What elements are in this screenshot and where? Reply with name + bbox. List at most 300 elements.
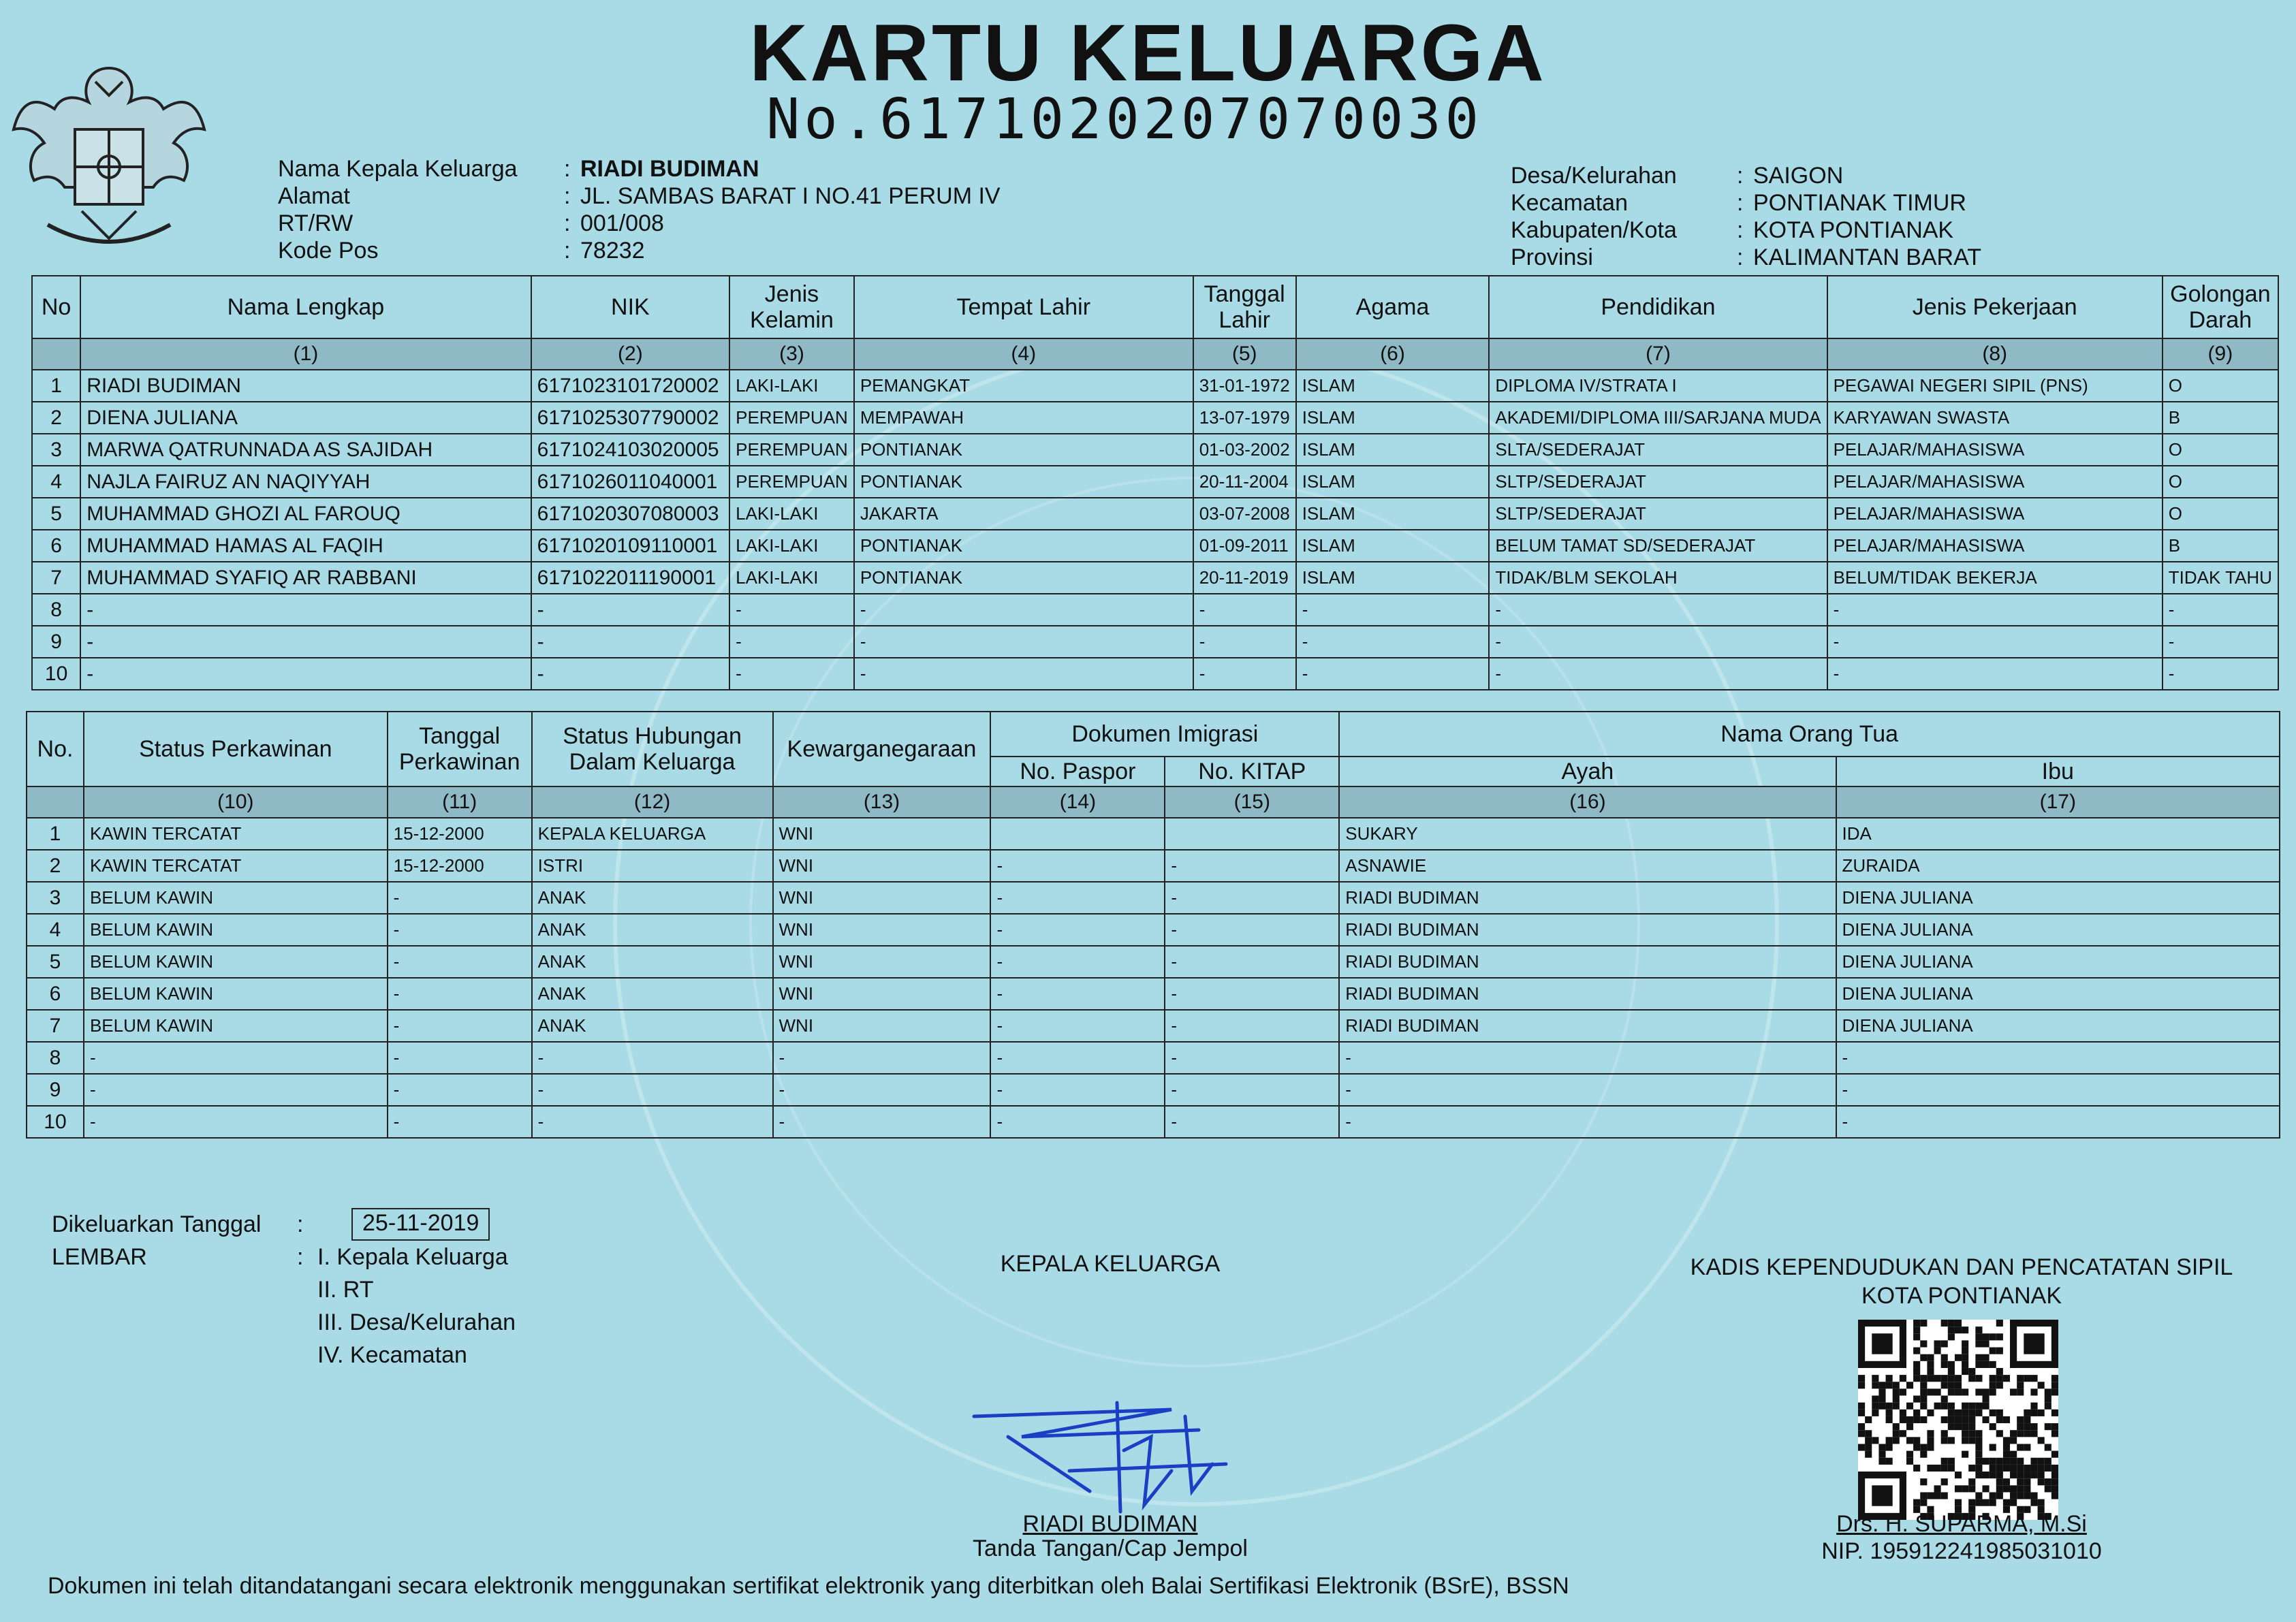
table-cell: PELAJAR/MAHASISWA [1827,434,2163,466]
info-label: Nama Kepala Keluarga [278,156,518,182]
col-header-kewarganegaraan: Kewarganegaraan [773,712,991,786]
info-value: SAIGON [1753,163,1844,189]
col-header-ayah: Ayah [1339,757,1836,786]
table-cell: - [1339,1042,1836,1074]
table-cell: - [729,594,854,626]
table-cell: - [1165,914,1339,946]
table-cell: 2 [32,402,80,434]
table-cell: WNI [773,978,991,1010]
table-cell: - [990,882,1165,914]
col-header-golongan-darah: Golongan Darah [2163,276,2278,338]
table-cell: - [531,626,729,658]
table-cell: - [1193,594,1296,626]
info-value: JL. SAMBAS BARAT I NO.41 PERUM IV [580,183,1001,209]
table-cell: MARWA QATRUNNADA AS SAJIDAH [80,434,531,466]
table-cell: IDA [1836,818,2280,850]
table-cell: ISLAM [1296,402,1490,434]
table-row [32,594,2278,626]
table-cell: RIADI BUDIMAN [1339,914,1836,946]
info-value: KALIMANTAN BARAT [1753,244,1982,270]
table-cell: - [1296,658,1490,690]
table-cell: - [1489,594,1827,626]
table-cell: KEPALA KELUARGA [532,818,773,850]
table-cell: 6171020109110001 [531,530,729,562]
info-label: Provinsi [1511,244,1593,270]
table-cell: RIADI BUDIMAN [1339,882,1836,914]
table-row [32,402,2278,434]
table-row [32,658,2278,690]
column-number: (14) [990,786,1165,818]
table-cell: ASNAWIE [1339,850,1836,882]
table-cell: - [1836,1042,2280,1074]
table-cell: 9 [27,1074,84,1106]
info-label: Kode Pos [278,238,379,264]
table-cell: B [2163,530,2278,562]
table-cell: - [990,1042,1165,1074]
column-number-row [32,338,2278,370]
table-cell: ANAK [532,978,773,1010]
info-label: Kecamatan [1511,190,1628,216]
table-cell: 7 [27,1010,84,1042]
table-cell: - [773,1074,991,1106]
table-cell: B [2163,402,2278,434]
table-cell: 31-01-1972 [1193,370,1296,402]
official-title-line: KADIS KEPENDUDUKAN DAN PENCATATAN SIPIL [1690,1254,2233,1280]
column-number [27,786,84,818]
table-cell: DIPLOMA IV/STRATA I [1489,370,1827,402]
table-cell: - [1836,1074,2280,1106]
table-cell: - [1489,658,1827,690]
column-number: (11) [388,786,532,818]
signature-caption: Tanda Tangan/Cap Jempol [973,1536,1248,1561]
table-cell: 01-09-2011 [1193,530,1296,562]
table-cell: - [1165,1074,1339,1106]
table-cell: - [1339,1106,1836,1138]
table-cell: - [80,658,531,690]
info-label: Alamat [278,183,350,209]
table-cell: PONTIANAK [854,562,1193,594]
table-cell: 15-12-2000 [388,850,532,882]
lembar-label: LEMBAR [52,1244,147,1270]
table-cell: SLTP/SEDERAJAT [1489,466,1827,498]
signature-image [967,1389,1253,1525]
table-cell: PEREMPUAN [729,466,854,498]
table-cell: LAKI-LAKI [729,562,854,594]
table-cell: - [84,1074,388,1106]
column-number: (1) [80,338,531,370]
table-cell: - [84,1042,388,1074]
table-cell: PELAJAR/MAHASISWA [1827,498,2163,530]
table-cell: ANAK [532,882,773,914]
table-row [27,1010,2280,1042]
table-cell: WNI [773,850,991,882]
table-cell: LAKI-LAKI [729,530,854,562]
column-number: (12) [532,786,773,818]
column-number [32,338,80,370]
document-title: KARTU KELUARGA [749,8,1547,98]
lembar-item: IV. Kecamatan [317,1342,467,1368]
table-cell: ZURAIDA [1836,850,2280,882]
table-cell: - [990,1010,1165,1042]
official-signatory [1703,1510,2220,1565]
col-header-tempat-lahir: Tempat Lahir [854,276,1193,338]
info-row-rtrw: RT/RW : 001/008 [278,210,664,236]
table-cell: ISLAM [1296,498,1490,530]
table-cell: BELUM KAWIN [84,914,388,946]
issued-block [52,1208,516,1371]
column-number: (8) [1827,338,2163,370]
head-of-family-name: RIADI BUDIMAN [1022,1511,1198,1537]
table-cell: KARYAWAN SWASTA [1827,402,2163,434]
table-cell: MUHAMMAD GHOZI AL FAROUQ [80,498,531,530]
table-cell: - [531,658,729,690]
table-cell: 15-12-2000 [388,818,532,850]
table-cell: DIENA JULIANA [1836,914,2280,946]
qr-code-icon [1858,1320,2058,1520]
electronic-signature-note: Dokumen ini telah ditandatangani secara elektronik menggunakan sertifikat elektronik yang diterbitkan oleh Balai Sertifikasi Elektronik (BSrE), BSSN [48,1573,1569,1599]
table-header-row [27,712,2280,757]
lembar-item: II. RT [317,1277,374,1303]
info-value: PONTIANAK TIMUR [1753,190,1966,216]
table-cell: ISTRI [532,850,773,882]
table-cell: AKADEMI/DIPLOMA III/SARJANA MUDA [1489,402,1827,434]
table-cell: 03-07-2008 [1193,498,1296,530]
table-cell: TIDAK TAHU [2163,562,2278,594]
table-cell: PELAJAR/MAHASISWA [1827,530,2163,562]
table-cell: NAJLA FAIRUZ AN NAQIYYAH [80,466,531,498]
table-cell [1165,818,1339,850]
table-cell [990,818,1165,850]
info-label: Kabupaten/Kota [1511,217,1677,243]
table-cell: 01-03-2002 [1193,434,1296,466]
table-cell: 8 [32,594,80,626]
info-row-provinsi: Provinsi : KALIMANTAN BARAT [1511,244,1982,270]
table-row [27,978,2280,1010]
table-cell: - [531,594,729,626]
table-cell: 10 [32,658,80,690]
table-cell: WNI [773,914,991,946]
table-cell: PEGAWAI NEGERI SIPIL (PNS) [1827,370,2163,402]
table-cell: - [854,594,1193,626]
info-value: 001/008 [580,210,664,236]
table-row [27,818,2280,850]
table-cell: - [990,978,1165,1010]
table-cell: - [773,1106,991,1138]
table-cell: 6171020307080003 [531,498,729,530]
col-header-nik: NIK [531,276,729,338]
issued-label: Dikeluarkan Tanggal [52,1211,262,1237]
info-row-nama-kepala: Nama Kepala Keluarga : RIADI BUDIMAN [278,156,759,182]
table-cell: O [2163,434,2278,466]
table-cell: - [990,1106,1165,1138]
col-header-no-kitap: No. KITAP [1165,757,1339,786]
info-row-kabupaten: Kabupaten/Kota : KOTA PONTIANAK [1511,217,1954,243]
table-cell: - [388,978,532,1010]
table-cell: PELAJAR/MAHASISWA [1827,466,2163,498]
table-cell: MUHAMMAD SYAFIQ AR RABBANI [80,562,531,594]
column-number: (7) [1489,338,1827,370]
info-value: KOTA PONTIANAK [1753,217,1954,243]
table-cell: DIENA JULIANA [80,402,531,434]
table-cell: JAKARTA [854,498,1193,530]
table-cell: 1 [27,818,84,850]
table-cell: - [1193,658,1296,690]
table-cell: - [990,850,1165,882]
table-cell: 6 [32,530,80,562]
col-header-pendidikan: Pendidikan [1489,276,1827,338]
table-cell: - [2163,626,2278,658]
issued-row: Dikeluarkan Tanggal : 25-11-2019 [52,1208,516,1241]
head-of-family-title: KEPALA KELUARGA [1000,1251,1221,1277]
col-header-status-perkawinan: Status Perkawinan [84,712,388,786]
table-row [27,1042,2280,1074]
column-number: (2) [531,338,729,370]
table-cell: 3 [32,434,80,466]
official-name: Drs. H. SUPARMA, M.Si [1836,1511,2087,1537]
col-header-dokumen-imigrasi: Dokumen Imigrasi [990,712,1339,757]
official-title [1635,1253,2289,1310]
column-number: (17) [1836,786,2280,818]
table-row [27,1106,2280,1138]
table-cell: - [1193,626,1296,658]
table-cell: DIENA JULIANA [1836,882,2280,914]
table-cell: RIADI BUDIMAN [80,370,531,402]
col-header-no-paspor: No. Paspor [990,757,1165,786]
column-number-row [27,786,2280,818]
table-cell: DIENA JULIANA [1836,978,2280,1010]
table-cell: DIENA JULIANA [1836,1010,2280,1042]
table-cell: PONTIANAK [854,466,1193,498]
table-cell: - [532,1074,773,1106]
table-cell: LAKI-LAKI [729,370,854,402]
table-cell: MEMPAWAH [854,402,1193,434]
col-header-agama: Agama [1296,276,1490,338]
household-info-right [1511,162,1981,271]
table-cell: 6171026011040001 [531,466,729,498]
info-value: 78232 [580,238,645,264]
info-row-kodepos: Kode Pos : 78232 [278,238,645,264]
table-cell: - [1165,850,1339,882]
table-cell: - [1165,1010,1339,1042]
table-row [27,946,2280,978]
lembar-row: LEMBAR : I. Kepala Keluarga II. RT III. Desa/Kelurahan IV. Kecamatan [52,1241,516,1371]
table-cell: PEMANGKAT [854,370,1193,402]
table-cell: 1 [32,370,80,402]
table-cell: - [1165,1042,1339,1074]
table-cell: - [388,1042,532,1074]
table-cell: - [388,946,532,978]
table-cell: SLTA/SEDERAJAT [1489,434,1827,466]
table-cell: ISLAM [1296,466,1490,498]
table-row [27,850,2280,882]
info-row-alamat: Alamat : JL. SAMBAS BARAT I NO.41 PERUM IV [278,183,1001,209]
col-header-ibu: Ibu [1836,757,2280,786]
table-cell: PEREMPUAN [729,434,854,466]
table-cell: 13-07-1979 [1193,402,1296,434]
info-label: RT/RW [278,210,353,236]
table-cell: - [1827,658,2163,690]
col-header-tanggal-lahir: Tanggal Lahir [1193,276,1296,338]
column-number: (16) [1339,786,1836,818]
column-number: (5) [1193,338,1296,370]
table-cell: - [729,658,854,690]
table-cell: 6171022011190001 [531,562,729,594]
col-header-nama-orang-tua: Nama Orang Tua [1339,712,2280,757]
table-cell: KAWIN TERCATAT [84,818,388,850]
info-value: RIADI BUDIMAN [580,156,759,182]
table-cell: WNI [773,946,991,978]
table-cell: LAKI-LAKI [729,498,854,530]
table-cell: - [990,914,1165,946]
table-cell: BELUM/TIDAK BEKERJA [1827,562,2163,594]
table-cell: 8 [27,1042,84,1074]
column-number: (6) [1296,338,1490,370]
table-cell: - [1339,1074,1836,1106]
table-cell: - [1165,882,1339,914]
table-cell: - [1827,594,2163,626]
table-cell: - [388,914,532,946]
table-cell: KAWIN TERCATAT [84,850,388,882]
table-cell: - [80,594,531,626]
table-row [32,434,2278,466]
table-header-row [32,276,2278,338]
col-header-no: No. [27,712,84,786]
col-header-no: No [32,276,80,338]
col-header-jenis-kelamin: Jenis Kelamin [729,276,854,338]
table-cell: - [854,626,1193,658]
col-header-pekerjaan: Jenis Pekerjaan [1827,276,2163,338]
col-header-status-hubungan: Status Hubungan Dalam Keluarga [532,712,773,786]
table-row [27,914,2280,946]
table-cell: - [1836,1106,2280,1138]
info-row-desa: Desa/Kelurahan : SAIGON [1511,163,1844,189]
info-label: Desa/Kelurahan [1511,163,1677,189]
table-cell: 6171025307790002 [531,402,729,434]
info-row-kecamatan: Kecamatan : PONTIANAK TIMUR [1511,190,1966,216]
table-cell: - [80,626,531,658]
table-cell: MUHAMMAD HAMAS AL FAQIH [80,530,531,562]
table-cell: RIADI BUDIMAN [1339,946,1836,978]
table-cell: PONTIANAK [854,434,1193,466]
column-number: (3) [729,338,854,370]
column-number: (10) [84,786,388,818]
table-cell: DIENA JULIANA [1836,946,2280,978]
table-cell: PEREMPUAN [729,402,854,434]
table-cell: - [773,1042,991,1074]
table-cell: WNI [773,882,991,914]
table-cell: BELUM KAWIN [84,882,388,914]
table-cell: - [388,1010,532,1042]
table-cell: 5 [32,498,80,530]
table-row [32,562,2278,594]
table-cell: - [2163,594,2278,626]
col-header-nama: Nama Lengkap [80,276,531,338]
table-cell: - [1489,626,1827,658]
table-cell: BELUM KAWIN [84,1010,388,1042]
table-cell: ISLAM [1296,530,1490,562]
official-nip: NIP. 195912241985031010 [1821,1538,2102,1564]
table-cell: - [990,946,1165,978]
table-cell: ANAK [532,914,773,946]
table-cell: 10 [27,1106,84,1138]
table-cell: 20-11-2019 [1193,562,1296,594]
table-cell: - [388,882,532,914]
table-cell: - [388,1106,532,1138]
table-cell: ANAK [532,946,773,978]
table-cell: 20-11-2004 [1193,466,1296,498]
table-cell: - [1296,594,1490,626]
table-cell: BELUM KAWIN [84,946,388,978]
issued-date: 25-11-2019 [351,1208,490,1241]
table-row [27,882,2280,914]
official-title-line: KOTA PONTIANAK [1861,1283,2062,1309]
table-row [32,530,2278,562]
table-row [32,466,2278,498]
table-row [27,1074,2280,1106]
table-cell: ANAK [532,1010,773,1042]
table-cell: - [990,1074,1165,1106]
table-cell: 2 [27,850,84,882]
lembar-item: III. Desa/Kelurahan [317,1309,516,1335]
table-cell: - [84,1106,388,1138]
family-members-table [31,275,2279,690]
table-cell: 5 [27,946,84,978]
table-cell: ISLAM [1296,562,1490,594]
table-cell: O [2163,466,2278,498]
table-cell: 9 [32,626,80,658]
table-cell: O [2163,498,2278,530]
table-cell: - [1296,626,1490,658]
table-cell: WNI [773,818,991,850]
civil-status-table [26,711,2280,1139]
column-number: (15) [1165,786,1339,818]
column-number: (13) [773,786,991,818]
table-cell: BELUM KAWIN [84,978,388,1010]
table-cell: TIDAK/BLM SEKOLAH [1489,562,1827,594]
table-cell: - [532,1042,773,1074]
table-cell: 3 [27,882,84,914]
table-cell: - [1165,946,1339,978]
table-row [32,626,2278,658]
table-cell: - [388,1074,532,1106]
kk-number: No.6171020207070030 [766,87,1483,152]
table-row [32,370,2278,402]
column-number: (9) [2163,338,2278,370]
table-cell: 7 [32,562,80,594]
table-row [32,498,2278,530]
table-cell: RIADI BUDIMAN [1339,978,1836,1010]
table-cell: RIADI BUDIMAN [1339,1010,1836,1042]
table-cell: 6 [27,978,84,1010]
table-cell: 6171024103020005 [531,434,729,466]
table-cell: 6171023101720002 [531,370,729,402]
table-cell: BELUM TAMAT SD/SEDERAJAT [1489,530,1827,562]
table-cell: - [1827,626,2163,658]
table-cell: SUKARY [1339,818,1836,850]
table-cell: SLTP/SEDERAJAT [1489,498,1827,530]
table-cell: PONTIANAK [854,530,1193,562]
table-cell: 4 [27,914,84,946]
table-cell: - [1165,1106,1339,1138]
lembar-list [317,1241,516,1371]
table-cell: - [1165,978,1339,1010]
table-cell: 4 [32,466,80,498]
table-cell: - [854,658,1193,690]
table-cell: - [729,626,854,658]
lembar-item: I. Kepala Keluarga [317,1244,508,1270]
table-cell: - [532,1106,773,1138]
table-cell: ISLAM [1296,370,1490,402]
